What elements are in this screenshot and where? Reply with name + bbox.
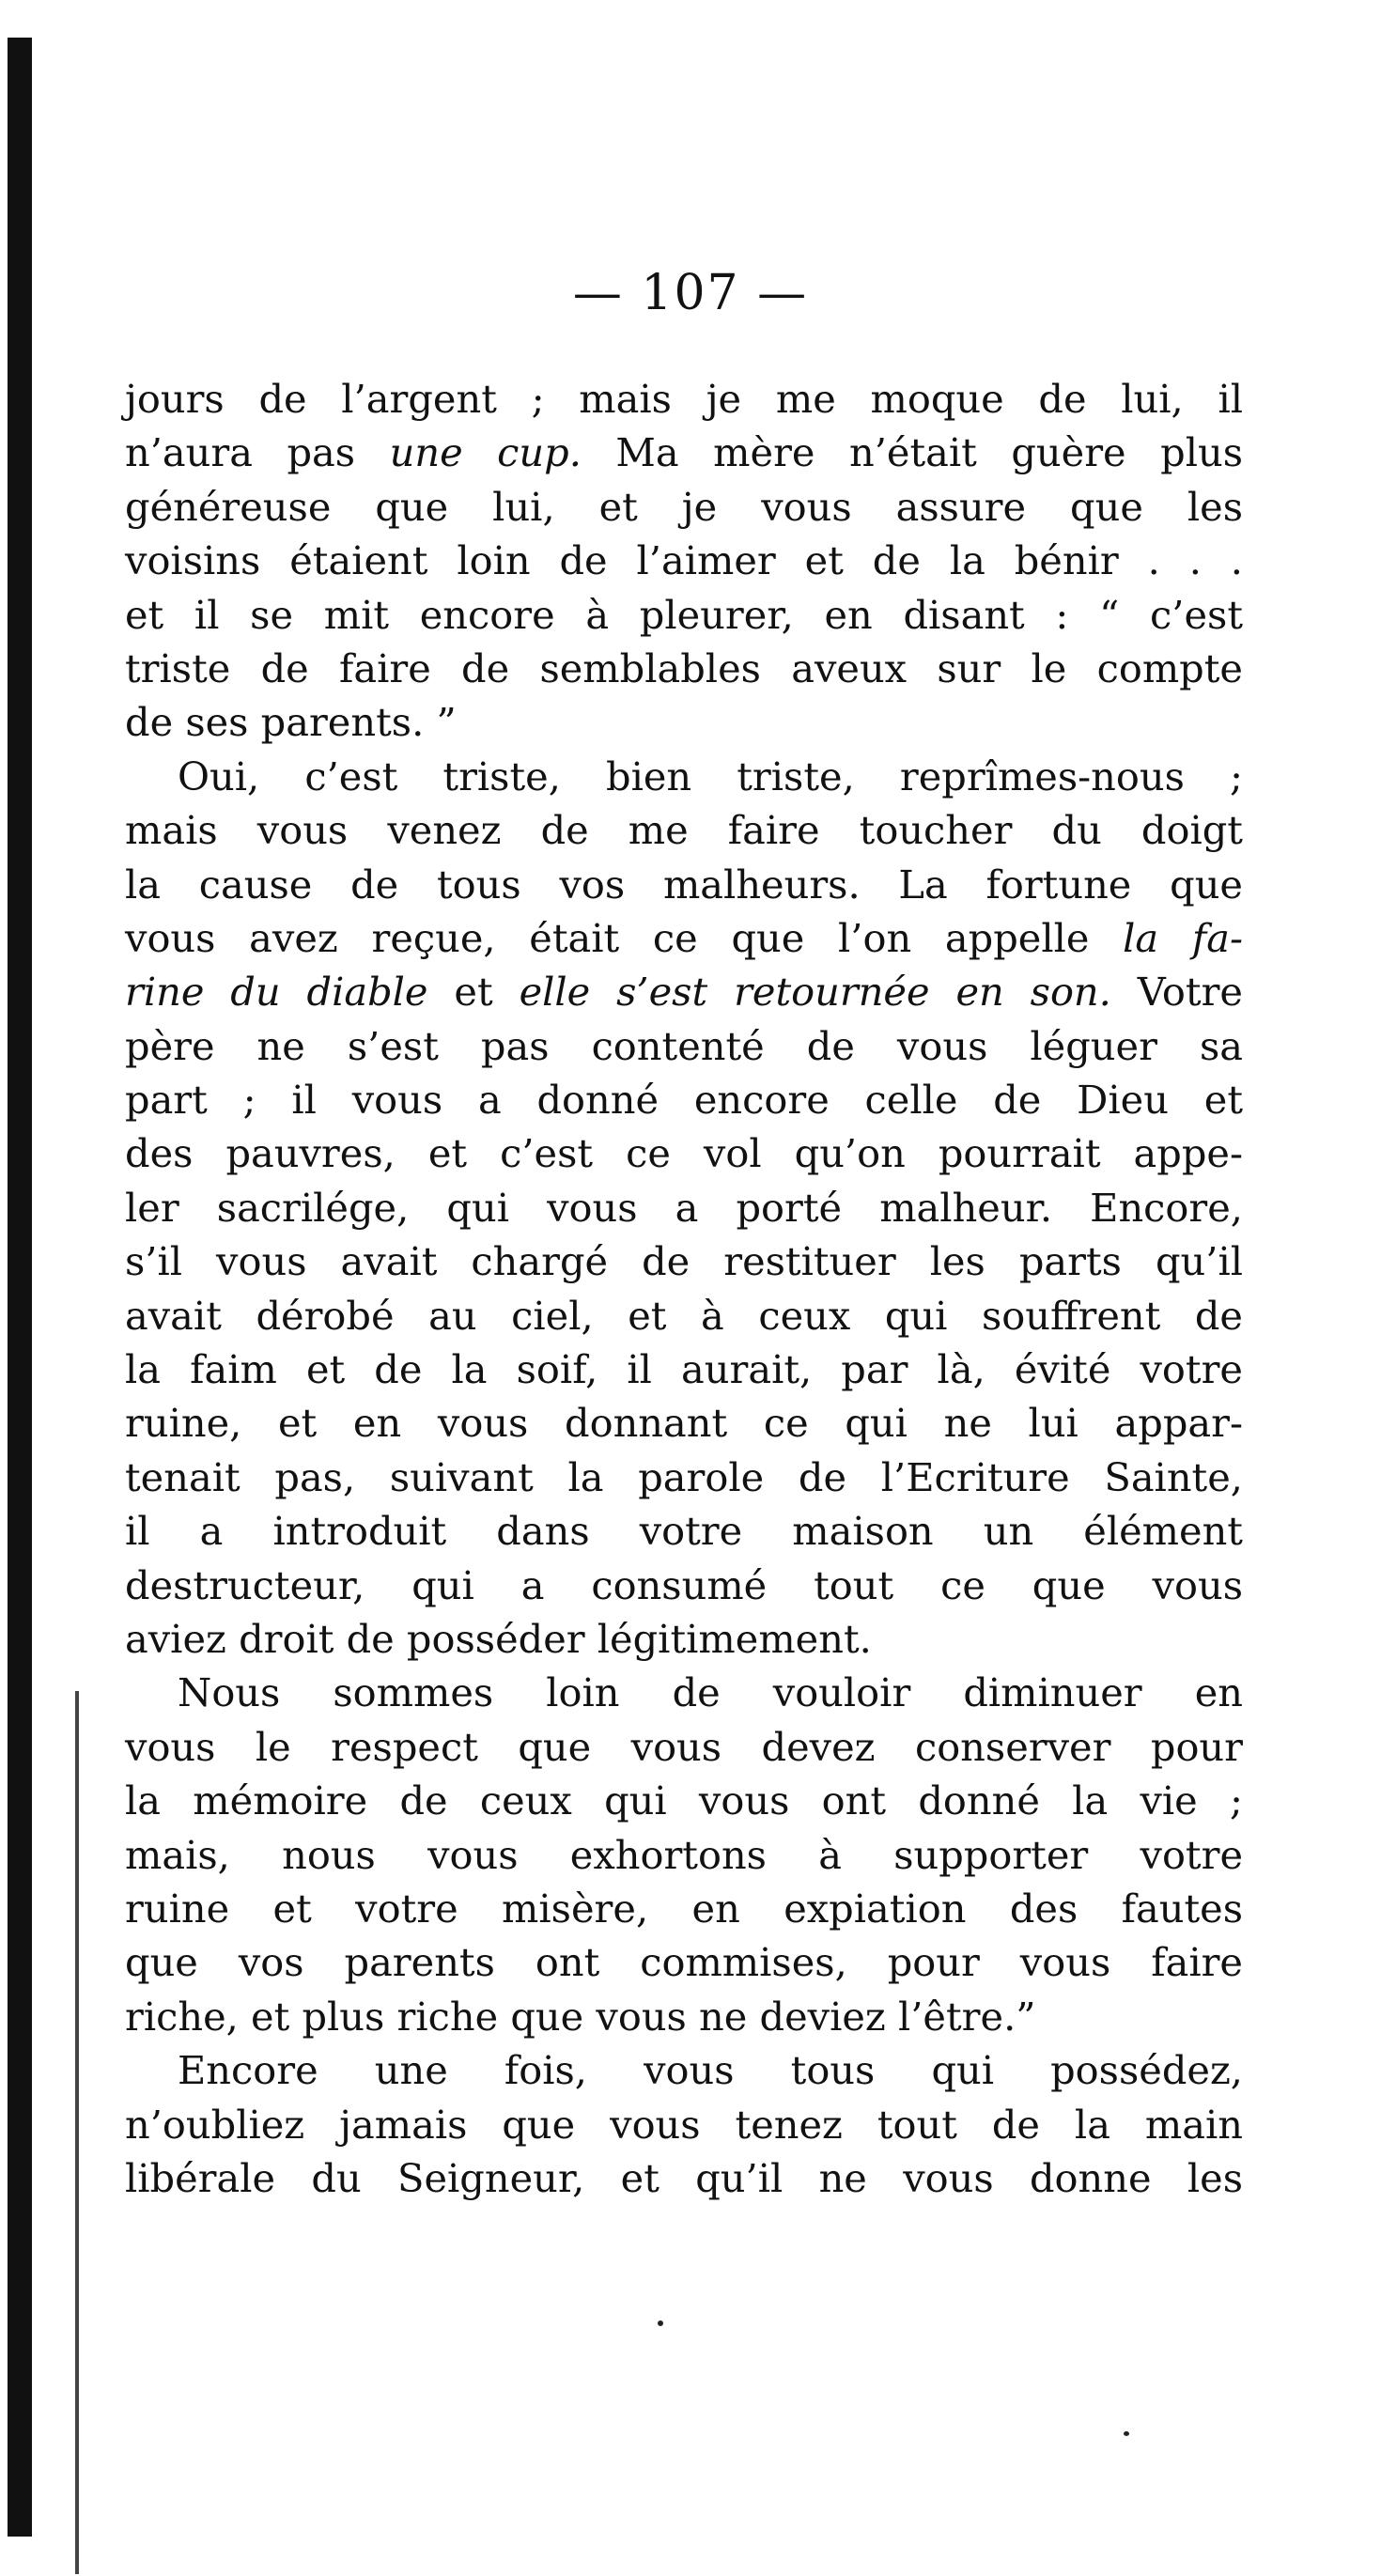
text-line (125, 695, 1243, 749)
text-line (125, 1019, 1243, 1073)
text-line (125, 372, 1243, 426)
text-line (125, 1289, 1243, 1342)
text-run: il a introduit dans votre maison un élément (125, 1508, 1243, 1555)
text-run: la mémoire de ceux qui vous ont donné la vie ; (125, 1777, 1243, 1824)
text-run: ler sacrilége, qui vous a porté malheur. Encore, (125, 1184, 1243, 1231)
text-line (125, 2043, 1243, 2097)
text-line (125, 2098, 1243, 2151)
text-line (125, 1181, 1243, 1234)
text-run: ruine, et en vous donnant ce qui ne lui appar- (125, 1400, 1243, 1447)
text-run: Ma mère n’était guère plus (581, 429, 1243, 476)
text-line (125, 1396, 1243, 1450)
text-line (125, 534, 1243, 587)
text-line (125, 1935, 1243, 1989)
text-run: destructeur, qui a consumé tout ce que vous (125, 1561, 1243, 1608)
page-binding-edge (8, 38, 32, 2537)
text-line (125, 1990, 1243, 2043)
text-run: jours de l’argent ; mais je me moque de lui, il (125, 376, 1243, 422)
text-line (125, 1828, 1243, 1882)
text-run: n’oubliez jamais que vous tenez tout de la main (125, 2101, 1243, 2148)
text-run: généreuse que lui, et je vous assure que les (125, 483, 1243, 530)
text-run: la faim et de la soif, il aurait, par là, évité votre (125, 1346, 1243, 1393)
ink-speck (658, 2320, 663, 2326)
text-run: triste de faire de semblables aveux sur le compte (125, 644, 1243, 691)
text-run: ruine et votre misère, en expiation des fautes (125, 1885, 1243, 1932)
text-run: vous avez reçue, était ce que l’on appelle (125, 914, 1124, 961)
text-line (125, 858, 1243, 911)
text-line (125, 911, 1243, 965)
text-run: mais vous venez de me faire toucher du doigt (125, 807, 1243, 854)
text-run: avait dérobé au ciel, et à ceux qui souffrent de (125, 1292, 1243, 1339)
text-run: Votre (1110, 969, 1243, 1016)
text-line (125, 750, 1243, 803)
text-line (125, 1612, 1243, 1666)
page-number: — 107 — (572, 265, 809, 321)
text-run: et (427, 969, 520, 1016)
text-line (125, 965, 1243, 1018)
body-text (125, 372, 1243, 2205)
text-line (125, 803, 1243, 857)
text-line (125, 1451, 1243, 1504)
text-run: vous le respect que vous devez conserver pour (125, 1723, 1243, 1770)
text-run: riche, et plus riche que vous ne deviez l’être.” (125, 1993, 1036, 2040)
text-run: part ; il vous a donné encore celle de Dieu et (125, 1077, 1243, 1124)
text-line (125, 1504, 1243, 1558)
text-line (125, 1666, 1243, 1719)
text-line (125, 642, 1243, 695)
text-run: de ses parents. ” (125, 699, 457, 746)
italic-text-run: rine du diable (125, 969, 428, 1016)
text-run: et il se mit encore à pleurer, en disant : “ c’est (125, 591, 1243, 638)
text-run: des pauvres, et c’est ce vol qu’on pourrait appe- (125, 1130, 1243, 1177)
text-line (125, 1774, 1243, 1827)
ink-speck (1124, 2431, 1129, 2436)
text-run: Nous sommes loin de vouloir diminuer en (178, 1669, 1243, 1716)
text-line (125, 1126, 1243, 1180)
text-line (125, 1073, 1243, 1126)
text-run: Encore une fois, vous tous qui possédez, (178, 2047, 1243, 2094)
text-line (125, 480, 1243, 534)
text-run: père ne s’est pas contenté de vous léguer sa (125, 1022, 1243, 1069)
text-line (125, 1882, 1243, 1935)
text-run: que vos parents ont commises, pour vous faire (125, 1939, 1243, 1986)
text-run: s’il vous avait chargé de restituer les parts qu’il (125, 1238, 1243, 1285)
text-run: aviez droit de posséder légitimement. (125, 1615, 872, 1662)
text-run: n’aura pas (125, 429, 390, 476)
text-run: voisins étaient loin de l’aimer et de la bénir . . . (125, 537, 1243, 584)
italic-text-run: une cup. (389, 429, 582, 476)
text-run: tenait pas, suivant la parole de l’Ecriture Sainte, (125, 1453, 1243, 1500)
italic-text-run: elle s’est retournée en son. (519, 969, 1111, 1016)
text-line (125, 1234, 1243, 1288)
page-edge-line (75, 1691, 79, 2574)
text-run: la cause de tous vos malheurs. La fortune que (125, 861, 1243, 908)
text-line (125, 426, 1243, 479)
text-run: libérale du Seigneur, et qu’il ne vous donne les (125, 2154, 1243, 2201)
text-line (125, 1720, 1243, 1774)
text-line (125, 1559, 1243, 1612)
text-line (125, 1342, 1243, 1396)
text-line (125, 588, 1243, 642)
text-line (125, 2151, 1243, 2205)
italic-text-run: la fa- (1123, 914, 1243, 961)
text-run: Oui, c’est triste, bien triste, reprîmes-nous ; (178, 753, 1243, 799)
text-run: mais, nous vous exhortons à supporter votre (125, 1831, 1243, 1878)
